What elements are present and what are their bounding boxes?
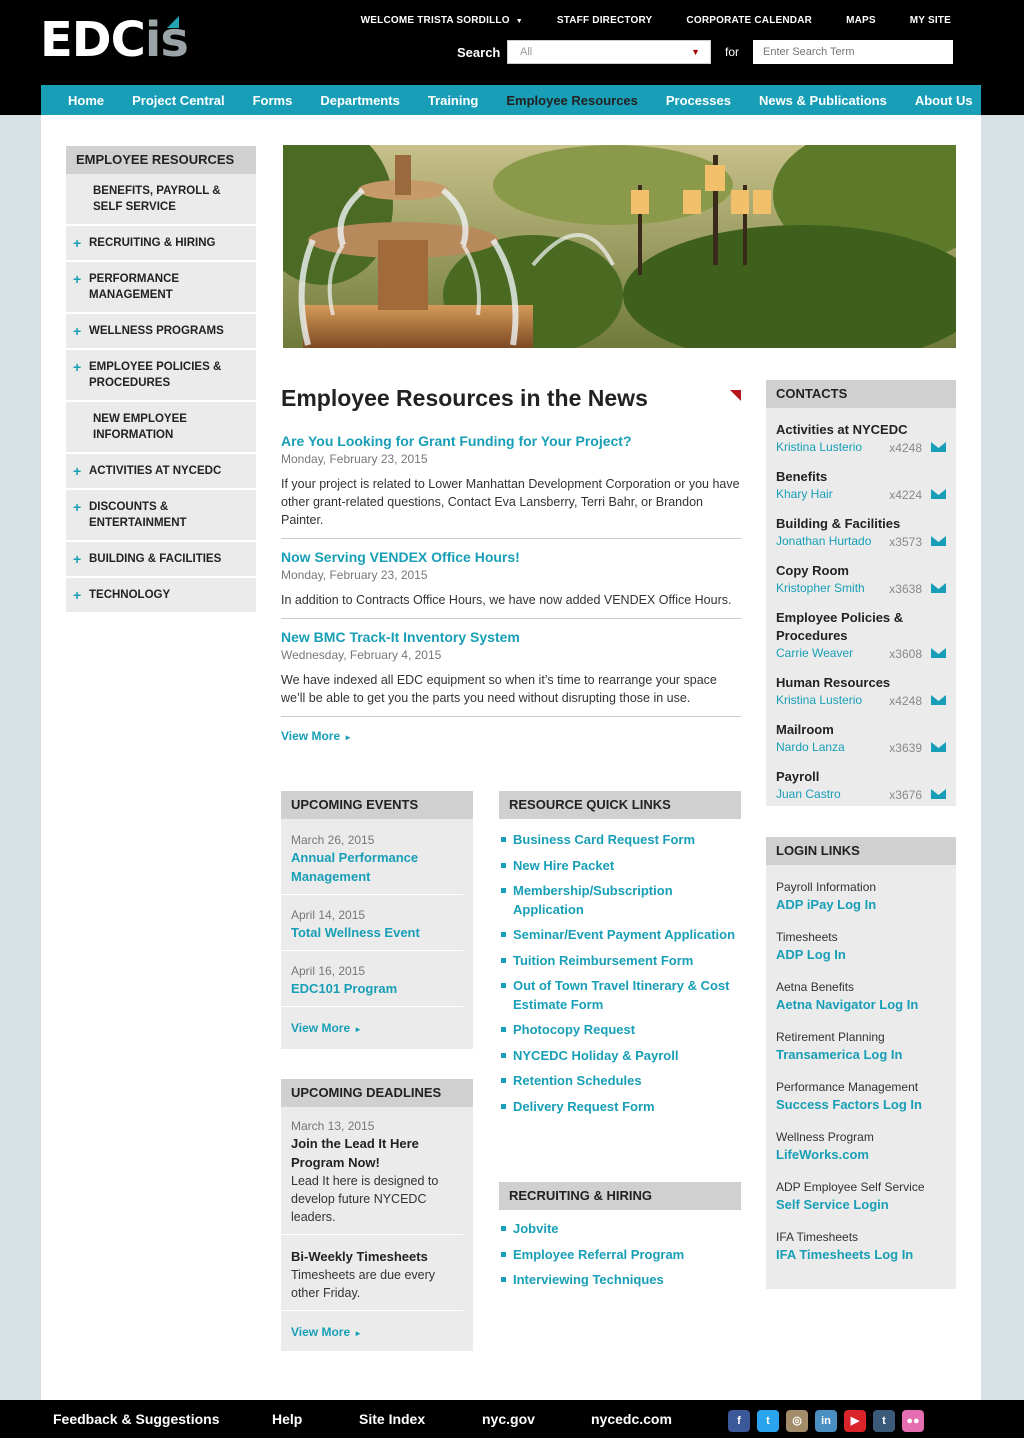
sidebar-item-technology[interactable]: + TECHNOLOGY [66,578,256,614]
resource-quick-links [499,791,741,1123]
event-item [281,895,463,951]
contact-ext: x3608 [889,647,922,661]
linkedin-icon[interactable]: in [815,1410,837,1432]
news-article [281,432,741,539]
expand-plus-icon[interactable]: + [73,271,82,287]
deadline-title: Join the Lead It Here Program Now! [291,1136,419,1170]
login-item [766,1180,956,1215]
quick-link[interactable]: Business Card Request Form [499,831,741,850]
quick-link[interactable]: New Hire Packet [499,857,741,876]
login-caption: Timesheets [776,930,838,944]
nav-processes[interactable]: Processes [665,92,731,108]
deadline-item [281,1235,463,1311]
news-article-date: Wednesday, February 4, 2015 [281,648,442,662]
arrow-right-icon: ► [354,1329,363,1338]
footer [0,1400,1024,1438]
contact-item [766,468,956,502]
nav-news-publications[interactable]: News & Publications [758,92,887,108]
top-links [293,15,951,26]
login-link[interactable]: ADP iPay Log In [776,897,877,912]
recruiting-link[interactable]: Jobvite [499,1220,741,1239]
social-icons [728,1410,924,1432]
events-view-more-link[interactable]: View More ► [291,1021,363,1035]
contact-person[interactable]: Kristopher Smith [776,581,865,595]
news-article-title[interactable]: Now Serving VENDEX Office Hours! [281,549,520,565]
instagram-icon[interactable]: ◎ [786,1410,808,1432]
sidebar-item-wellness[interactable]: + WELLNESS PROGRAMS [66,314,256,350]
contact-item [766,609,956,661]
welcome-user-menu[interactable]: WELCOME TRISTA SORDILLO ▼ [360,15,523,26]
contact-ext: x3638 [889,582,922,596]
nav-training[interactable]: Training [427,92,479,108]
top-link-staff-directory[interactable]: STAFF DIRECTORY [556,15,653,26]
sidebar-item-new-employee[interactable]: NEW EMPLOYEE INFORMATION [66,402,256,454]
login-item [766,1030,956,1065]
search-row [457,40,953,64]
news-section [281,380,741,745]
deadline-item [281,1107,463,1235]
event-item [281,819,463,895]
upcoming-deadlines-title: UPCOMING DEADLINES [281,1079,473,1107]
quick-links-title: RESOURCE QUICK LINKS [499,791,741,819]
nav-departments[interactable]: Departments [320,92,400,108]
flickr-icon[interactable]: ●● [902,1410,924,1432]
contact-person[interactable]: Carrie Weaver [776,646,854,660]
quick-link[interactable]: Delivery Request Form [499,1098,741,1117]
nav-about-us[interactable]: About Us [914,92,973,108]
login-caption: Aetna Benefits [776,980,855,994]
search-scope-select[interactable]: All ▼ [507,40,711,64]
contact-ext: x4248 [889,694,922,708]
contact-ext: x4248 [889,441,922,455]
login-link[interactable]: Transamerica Log In [776,1047,903,1062]
login-item [766,980,956,1015]
top-link-corporate-calendar[interactable]: CORPORATE CALENDAR [686,15,813,26]
quick-link[interactable]: Out of Town Travel Itinerary & Cost Estimate Form [499,977,741,1014]
login-item [766,1230,956,1265]
youtube-icon[interactable]: ▶ [844,1410,866,1432]
quick-link[interactable]: Photocopy Request [499,1021,741,1040]
contacts-box [766,380,956,806]
deadline-body: Timesheets are due every other Friday. [291,1268,436,1300]
login-item [766,1080,956,1115]
edcis-logo[interactable]: EDCis [40,12,188,68]
event-date: April 16, 2015 [291,964,366,978]
recruiting-link[interactable]: Interviewing Techniques [499,1271,741,1290]
search-input[interactable] [753,40,953,64]
login-links-box [766,837,956,1289]
sidebar-item-activities[interactable]: + ACTIVITIES AT NYCEDC [66,454,256,490]
sidebar-item-building[interactable]: + BUILDING & FACILITIES [66,542,256,578]
news-view-more-link[interactable]: View More ► [281,729,353,743]
recruiting-hiring-links [499,1182,741,1297]
deadline-body: Lead It here is designed to develop future NYCEDC leaders. [291,1174,439,1224]
arrow-right-icon: ► [344,733,353,742]
expand-plus-icon[interactable]: + [73,235,82,251]
footer-help-link[interactable]: Help [272,1411,303,1427]
login-link[interactable]: ADP Log In [776,947,846,962]
expand-plus-icon[interactable]: + [73,359,82,375]
contact-item [766,421,956,455]
quick-link[interactable]: NYCEDC Holiday & Payroll [499,1047,741,1066]
contacts-title: CONTACTS [766,380,956,408]
for-label: for [724,45,739,59]
deadlines-view-more-link[interactable]: View More ► [291,1325,363,1339]
footer-nyc-gov-link[interactable]: nyc.gov [482,1411,535,1427]
contact-person[interactable]: Kristina Lusterio [776,693,863,707]
login-link[interactable]: Self Service Login [776,1197,889,1212]
contact-ext: x3639 [889,741,922,755]
contact-item [766,674,956,708]
nav-forms[interactable]: Forms [252,92,293,108]
deadline-title: Bi-Weekly Timesheets [291,1249,428,1264]
footer-nycedc-link[interactable]: nycedc.com [591,1411,672,1427]
news-article [281,548,741,619]
sidebar-item-discounts[interactable]: + DISCOUNTS & ENTERTAINMENT [66,490,256,542]
contact-dept: Benefits [776,469,828,484]
sidebar-item-policies[interactable]: + EMPLOYEE POLICIES & PROCEDURES [66,350,256,402]
top-link-my-site[interactable]: MY SITE [909,15,951,26]
footer-feedback-link[interactable]: Feedback & Suggestions [53,1411,220,1427]
contact-person[interactable]: Kristina Lusterio [776,440,863,454]
login-item [766,880,956,915]
contact-dept: Activities at NYCEDC [776,422,908,437]
contact-ext: x4224 [889,488,922,502]
nav-home[interactable]: Home [68,92,105,108]
news-article [281,628,741,717]
news-article-body: If your project is related to Lower Manhattan Development Corporation or you have other grant-related questions, Contact Eva Lansberry, Terri Bahr, or Brandon Painter. [281,477,740,527]
login-caption: ADP Employee Self Service [776,1180,925,1194]
contact-person[interactable]: Jonathan Hurtado [776,534,872,548]
deadline-date: March 13, 2015 [291,1119,375,1133]
contact-ext: x3676 [889,788,922,802]
quick-link[interactable]: Membership/Subscription Application [499,882,741,919]
sidebar-item-recruiting[interactable]: + RECRUITING & HIRING [66,226,256,262]
nav-project-central[interactable]: Project Central [132,92,225,108]
expand-plus-icon[interactable]: + [73,587,82,603]
news-article-date: Monday, February 23, 2015 [281,568,428,582]
login-links-title: LOGIN LINKS [766,837,956,865]
quick-link[interactable]: Seminar/Event Payment Application [499,926,741,945]
sidebar-title: EMPLOYEE RESOURCES [66,146,256,174]
recruiting-title: RECRUITING & HIRING [499,1182,741,1210]
contact-person[interactable]: Juan Castro [776,787,841,801]
expand-plus-icon[interactable]: + [73,499,82,515]
recruiting-link[interactable]: Employee Referral Program [499,1246,741,1265]
login-caption: Payroll Information [776,880,877,894]
contact-dept: Human Resources [776,675,891,690]
news-title: Employee Resources in the News [281,385,648,411]
event-date: March 26, 2015 [291,833,375,847]
contact-item [766,768,956,802]
sidebar-nav [66,146,256,614]
login-caption: Performance Management [776,1080,919,1094]
contact-dept: Building & Facilities [776,516,901,531]
login-caption: Wellness Program [776,1130,874,1144]
login-link[interactable]: Success Factors Log In [776,1097,922,1112]
contact-dept: Copy Room [776,563,849,578]
sidebar-item-performance[interactable]: + PERFORMANCE MANAGEMENT [66,262,256,314]
chevron-down-icon: ▼ [515,18,523,25]
contact-dept: Mailroom [776,722,834,737]
login-link[interactable]: IFA Timesheets Log In [776,1247,914,1262]
event-date: April 14, 2015 [291,908,366,922]
contact-item [766,562,956,596]
login-caption: IFA Timesheets [776,1230,859,1244]
contact-ext: x3573 [889,535,922,549]
event-title[interactable]: EDC101 Program [291,981,398,996]
event-item [281,951,463,1007]
login-caption: Retirement Planning [776,1030,885,1044]
news-article-body: In addition to Contracts Office Hours, we have now added VENDEX Office Hours. [281,593,732,607]
upcoming-events-title: UPCOMING EVENTS [281,791,473,819]
contact-dept: Employee Policies & Procedures [776,610,904,643]
tumblr-icon[interactable]: t [873,1410,895,1432]
contact-item [766,515,956,549]
sidebar-item-benefits[interactable]: BENEFITS, PAYROLL & SELF SERVICE [66,174,256,226]
login-link[interactable]: LifeWorks.com [776,1147,869,1162]
upcoming-events-box [281,791,473,1049]
event-title[interactable]: Total Wellness Event [291,925,420,940]
nav-employee-resources[interactable]: Employee Resources [506,92,638,108]
arrow-right-icon: ► [354,1025,363,1034]
upcoming-deadlines-box [281,1079,473,1351]
expand-plus-icon[interactable]: + [73,323,82,339]
footer-site-index-link[interactable]: Site Index [359,1411,426,1427]
expand-plus-icon[interactable]: + [73,551,82,567]
news-article-title[interactable]: New BMC Track-It Inventory System [281,629,520,645]
main-nav [41,85,981,115]
event-title[interactable]: Annual Performance Management [291,850,419,884]
quick-link[interactable]: Tuition Reimbursement Form [499,952,741,971]
news-article-title[interactable]: Are You Looking for Grant Funding for Your Project? [281,433,632,449]
quick-link[interactable]: Retention Schedules [499,1072,741,1091]
login-item [766,930,956,965]
contact-person[interactable]: Khary Hair [776,487,833,501]
contact-item [766,721,956,755]
search-label: Search [457,44,501,60]
facebook-icon[interactable]: f [728,1410,750,1432]
contact-dept: Payroll [776,769,820,784]
dropdown-arrow-icon: ▼ [691,47,700,57]
hero-image-fountain-park [283,145,956,348]
twitter-icon[interactable]: t [757,1410,779,1432]
news-article-date: Monday, February 23, 2015 [281,452,428,466]
login-link[interactable]: Aetna Navigator Log In [776,997,919,1012]
top-link-maps[interactable]: MAPS [846,15,876,26]
contact-person[interactable]: Nardo Lanza [776,740,845,754]
login-item [766,1130,956,1165]
expand-plus-icon[interactable]: + [73,463,82,479]
news-article-body: We have indexed all EDC equipment so when it’s time to rearrange your space we’ll be able to get you the parts you need without disrupting those in use. [281,673,717,705]
